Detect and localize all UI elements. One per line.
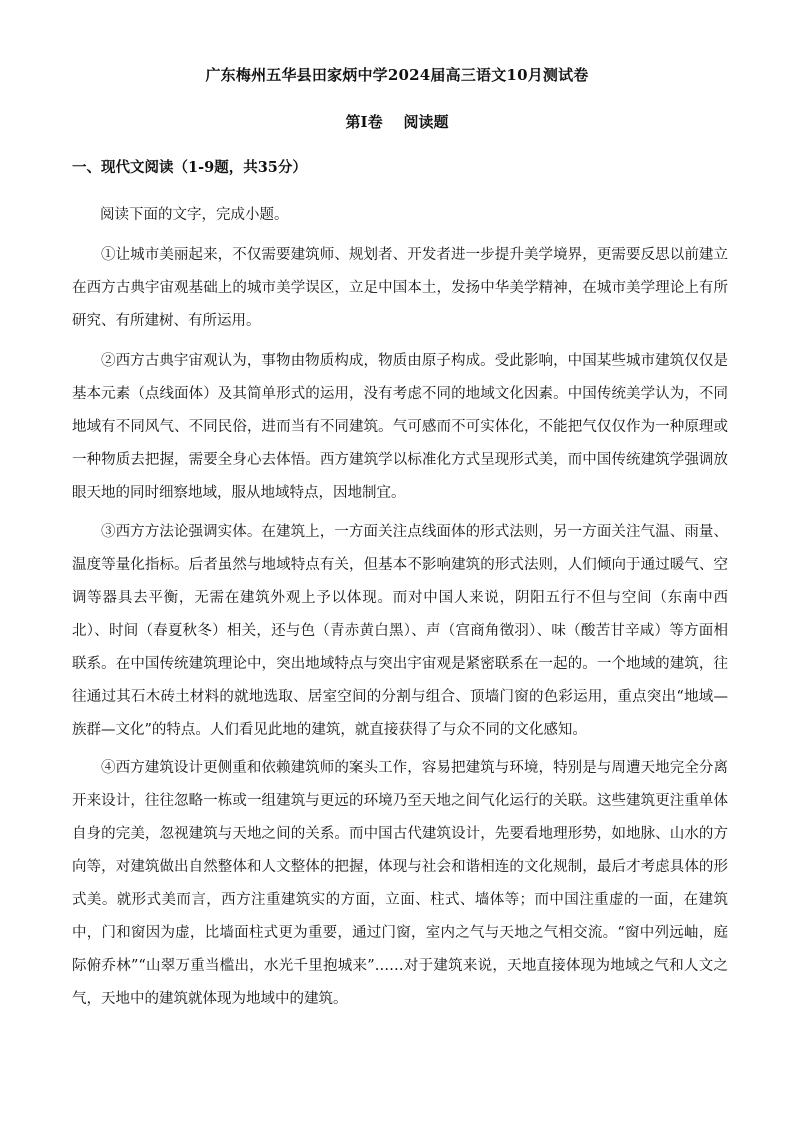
- passage-paragraph-2: ②西方古典宇宙观认为，事物由物质构成，物质由原子构成。受此影响，中国某些城市建筑仅仅是基本元素（点线面体）及其简单形式的运用，没有考虑不同的地域文化因素。中国传统美学认为，不同地域有不同风气、不同民俗，进而当有不同建筑。气可感而不可实体化，不能把气仅仅作为一种原理或一种物质去把握，需要全身心去体悟。西方建筑学以标准化方式呈现形式美，而中国传统建筑学强调放眼天地的同时细察地域，服从地域特点，因地制宜。: [72, 353, 728, 501]
- passage-paragraph-1: ①让城市美丽起来，不仅需要建筑师、规划者、开发者进一步提升美学境界，更需要反思以前建立在西方古典宇宙观基础上的城市美学误区，立足中国本土，发扬中华美学精神，在城市美学理论上有所研究、有所建树、有所运用。: [72, 247, 728, 329]
- passage-paragraph-4: ④西方建筑设计更侧重和依赖建筑师的案头工作，容易把建筑与环境，特别是与周遭天地完全分离开来设计，往往忽略一栋或一组建筑与更远的环境乃至天地之间气化运行的关联。这些建筑更注重单体自身的完美，忽视建筑与天地之间的关系。而中国古代建筑设计，先要看地理形势，如地脉、山水的方向等，对建筑做出自然整体和人文整体的把握，体现与社会和谐相连的文化规制，最后才考虑具体的形式美。就形式美而言，西方注重建筑实的方面，立面、柱式、墙体等；而中国注重虚的一面，在建筑中，门和窗因为虚，比墙面柱式更为重要，通过门窗，室内之气与天地之气相交流。“窗中列远岫，庭际俯乔林”“山翠万重当槛出，水光千里抱城来”……对于建筑来说，天地直接体现为地域之气和人文之气，天地中的建筑就体现为地域中的建筑。: [72, 760, 728, 1007]
- passage-paragraph-3: ③西方方法论强调实体。在建筑上，一方面关注点线面体的形式法则，另一方面关注气温、雨量、温度等量化指标。后者虽然与地域特点有关，但基本不影响建筑的形式法则，人们倾向于通过暖气、空调等器具去平衡，无需在建筑外观上予以体现。而对中国人来说，阴阳五行不但与空间（东南中西北）、时间（春夏秋冬）相关，还与色（青赤黄白黑）、声（宫商角徵羽）、味（酸苦甘辛咸）等方面相联系。在中国传统建筑理论中，突出地域特点与突出宇宙观是紧密联系在一起的。一个地域的建筑，往往通过其石木砖土材料的就地选取、居室空间的分割与组合、顶墙门窗的色彩运用，重点突出“地域—族群—文化”的特点。人们看见此地的建筑，就直接获得了与众不同的文化感知。: [72, 524, 728, 738]
- part-heading: 第Ⅰ卷 阅读题: [345, 113, 449, 131]
- reading-instruction: 阅读下面的文字，完成小题。: [100, 207, 289, 223]
- exam-title: 广东梅州五华县田家炳中学2024届高三语文10月测试卷: [205, 66, 589, 84]
- section-heading: 一、现代文阅读（1-9题，共35分）: [72, 159, 307, 176]
